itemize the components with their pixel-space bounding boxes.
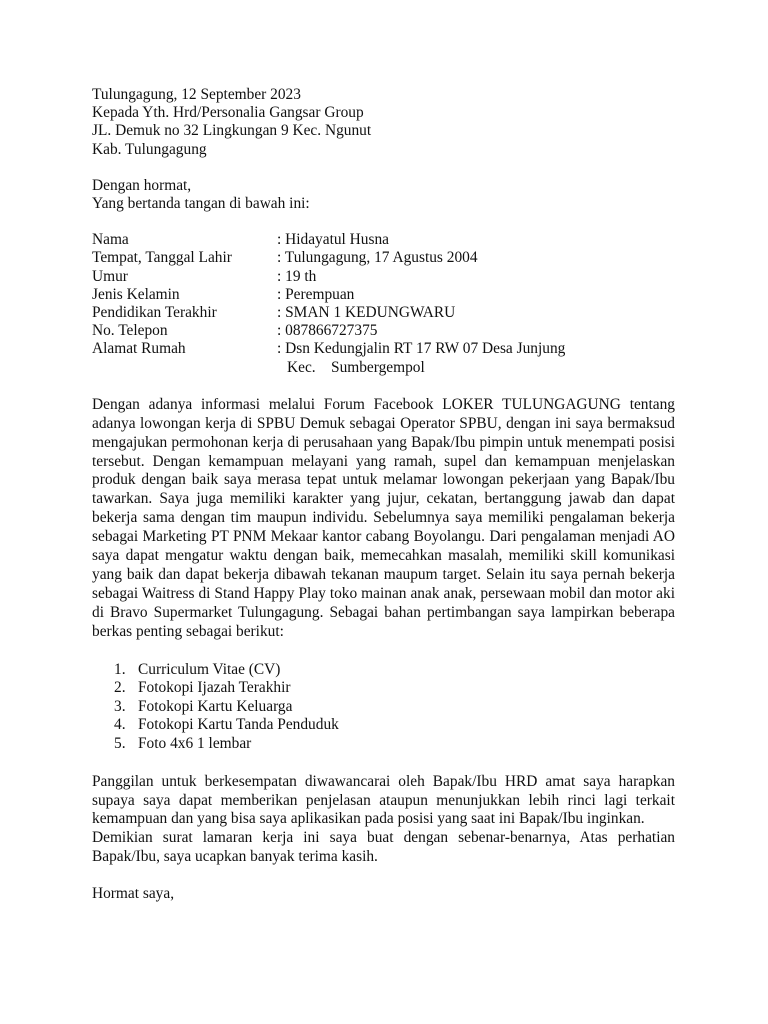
recipient: Kepada Yth. Hrd/Personalia Gangsar Group: [92, 104, 364, 122]
salutation: Dengan hormat,: [92, 176, 192, 194]
closing-paragraph-1: Panggilan untuk berkesempatan diwawancarai oleh Bapak/Ibu HRD amat saya harapkan supaya saya dapat memberikan penjelasan ataupun menunjukkan lebih rinci lagi terkait kemampuan dan yang bisa saya aplikasikan pada posisi yang saat ini Bapak/Ibu inginkan.: [92, 772, 675, 828]
field-label: Tempat, Tanggal Lahir: [92, 249, 232, 267]
field-row-address: [92, 340, 675, 358]
list-item: [114, 661, 675, 680]
list-text: Curriculum Vitae (CV): [138, 660, 281, 678]
address-continuation: Kec. Sumbergempol: [287, 358, 425, 376]
field-row-phone: [92, 322, 675, 340]
field-label: No. Telepon: [92, 322, 168, 340]
field-value: : SMAN 1 KEDUNGWARU: [277, 304, 456, 322]
list-text: Fotokopi Kartu Tanda Penduduk: [138, 716, 339, 734]
field-value: : Dsn Kedungjalin RT 17 RW 07 Desa Junjung: [277, 340, 566, 358]
recipient-address-line1: JL. Demuk no 32 Lingkungan 9 Kec. Ngunut: [92, 122, 372, 140]
list-item: [114, 716, 675, 735]
field-row-name: [92, 231, 675, 249]
field-row-birth: [92, 249, 675, 267]
list-text: Fotokopi Ijazah Terakhir: [138, 679, 291, 697]
field-value: : Hidayatul Husna: [277, 231, 389, 249]
closing-paragraph-2: Demikian surat lamaran kerja ini saya buat dengan sebenar-benarnya, Atas perhatian Bapak/Ibu, saya ucapkan banyak terima kasih.: [92, 829, 675, 866]
attachment-list: [92, 661, 675, 754]
field-label: Umur: [92, 267, 128, 285]
list-item: [114, 735, 675, 754]
sign-off: Hormat saya,: [92, 885, 175, 903]
applicant-details: [92, 231, 675, 377]
list-text: Foto 4x6 1 lembar: [138, 735, 252, 752]
field-row-education: [92, 304, 675, 322]
field-label: Nama: [92, 231, 129, 249]
recipient-address-line2: Kab. Tulungagung: [92, 140, 207, 158]
field-row-age: [92, 268, 675, 286]
list-number: 2.: [114, 679, 126, 697]
letter-page: [92, 86, 675, 903]
field-label: Alamat Rumah: [92, 340, 186, 358]
list-number: 3.: [114, 697, 126, 715]
list-item: [114, 679, 675, 698]
body-paragraph: Dengan adanya informasi melalui Forum Facebook LOKER TULUNGAGUNG tentang adanya lowongan kerja di SPBU Demuk sebagai Operator SPBU, dengan ini saya bermaksud mengajukan permohonan kerja di perusahaan yang Bapak/Ibu pimpin untuk menempati posisi tersebut. Dengan kemampuan melayani yang ramah, supel dan kemampuan menjelaskan produk dengan baik saya merasa tepat untuk melamar lowongan pekerjaan yang Bapak/Ibu tawarkan. Saya juga memiliki karakter yang jujur, cekatan, bertanggung jawab dan dapat bekerja sama dengan tim maupun individu. Sebelumnya saya memiliki pengalaman bekerja sebagai Marketing PT PNM Mekaar kantor cabang Boyolangu. Dari pengalaman menjadi AO saya dapat mengatur waktu dengan baik, memecahkan masalah, memiliki skill komunikasi yang baik dan dapat bekerja dibawah tekanan maupum target. Selain itu saya pernah bekerja sebagai Waitress di Stand Happy Play toko mainan anak anak, persewaan mobil dan motor aki di Bravo Supermarket Tulungagung. Sebagai bahan pertimbangan saya lampirkan beberapa berkas penting sebagai berikut:: [92, 395, 675, 640]
list-number: 4.: [114, 716, 126, 734]
place-date: Tulungagung, 12 September 2023: [92, 86, 301, 103]
field-value: : 19 th: [277, 267, 317, 285]
field-value: : 087866727375: [277, 322, 378, 340]
field-row-gender: [92, 286, 675, 304]
field-label: Pendidikan Terakhir: [92, 304, 217, 322]
field-value: : Perempuan: [277, 285, 355, 303]
list-item: [114, 698, 675, 717]
list-number: 1.: [114, 660, 126, 678]
field-label: Jenis Kelamin: [92, 285, 180, 303]
intro-line: Yang bertanda tangan di bawah ini:: [92, 195, 310, 213]
list-text: Fotokopi Kartu Keluarga: [138, 697, 293, 715]
field-value: : Tulungagung, 17 Agustus 2004: [277, 249, 478, 267]
list-number: 5.: [114, 735, 126, 752]
